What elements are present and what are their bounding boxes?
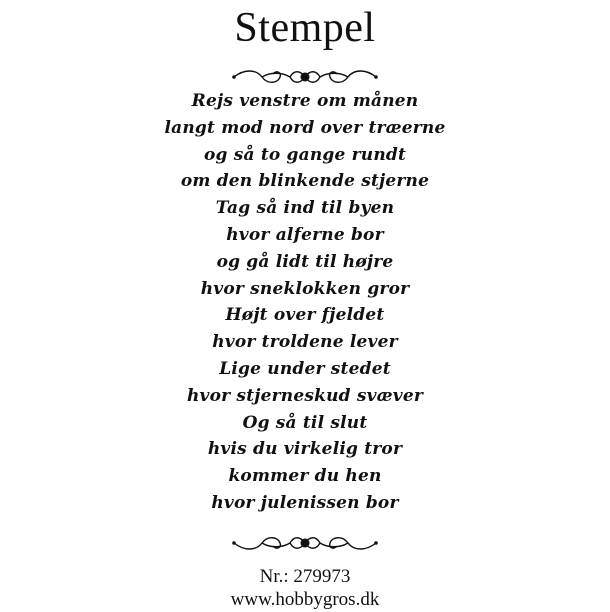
poem-line: hvor alferne bor bbox=[226, 224, 384, 245]
poem-line: langt mod nord over træerne bbox=[164, 117, 446, 138]
page-title: Stempel bbox=[234, 5, 376, 51]
poem-line: hvor stjerneskud svæver bbox=[186, 385, 424, 406]
poem-line: om den blinkende stjerne bbox=[180, 171, 430, 192]
product-number: Nr.: 279973 bbox=[259, 566, 351, 587]
poem-line: Og så til slut bbox=[242, 412, 368, 433]
poem-line: hvis du virkelig tror bbox=[207, 439, 403, 460]
poem-line: kommer du hen bbox=[228, 466, 382, 487]
poem-line: og så to gange rundt bbox=[203, 144, 407, 165]
poem-line: og gå lidt til højre bbox=[216, 251, 394, 272]
poem-line: Højt over fjeldet bbox=[225, 305, 385, 326]
poem-line: Rejs venstre om månen bbox=[191, 91, 419, 111]
website-url: www.hobbygros.dk bbox=[230, 589, 380, 610]
poem-line: Tag så ind til byen bbox=[215, 198, 395, 219]
poem-line: hvor sneklokken gror bbox=[200, 278, 410, 299]
poem-line: Lige under stedet bbox=[219, 358, 391, 379]
poem-line: hvor troldene lever bbox=[212, 332, 398, 353]
flourish-divider-bottom-icon bbox=[230, 532, 380, 554]
poem-text bbox=[0, 88, 610, 517]
poem-line: hvor julenissen bor bbox=[211, 492, 399, 513]
flourish-divider-top-icon bbox=[230, 66, 380, 88]
